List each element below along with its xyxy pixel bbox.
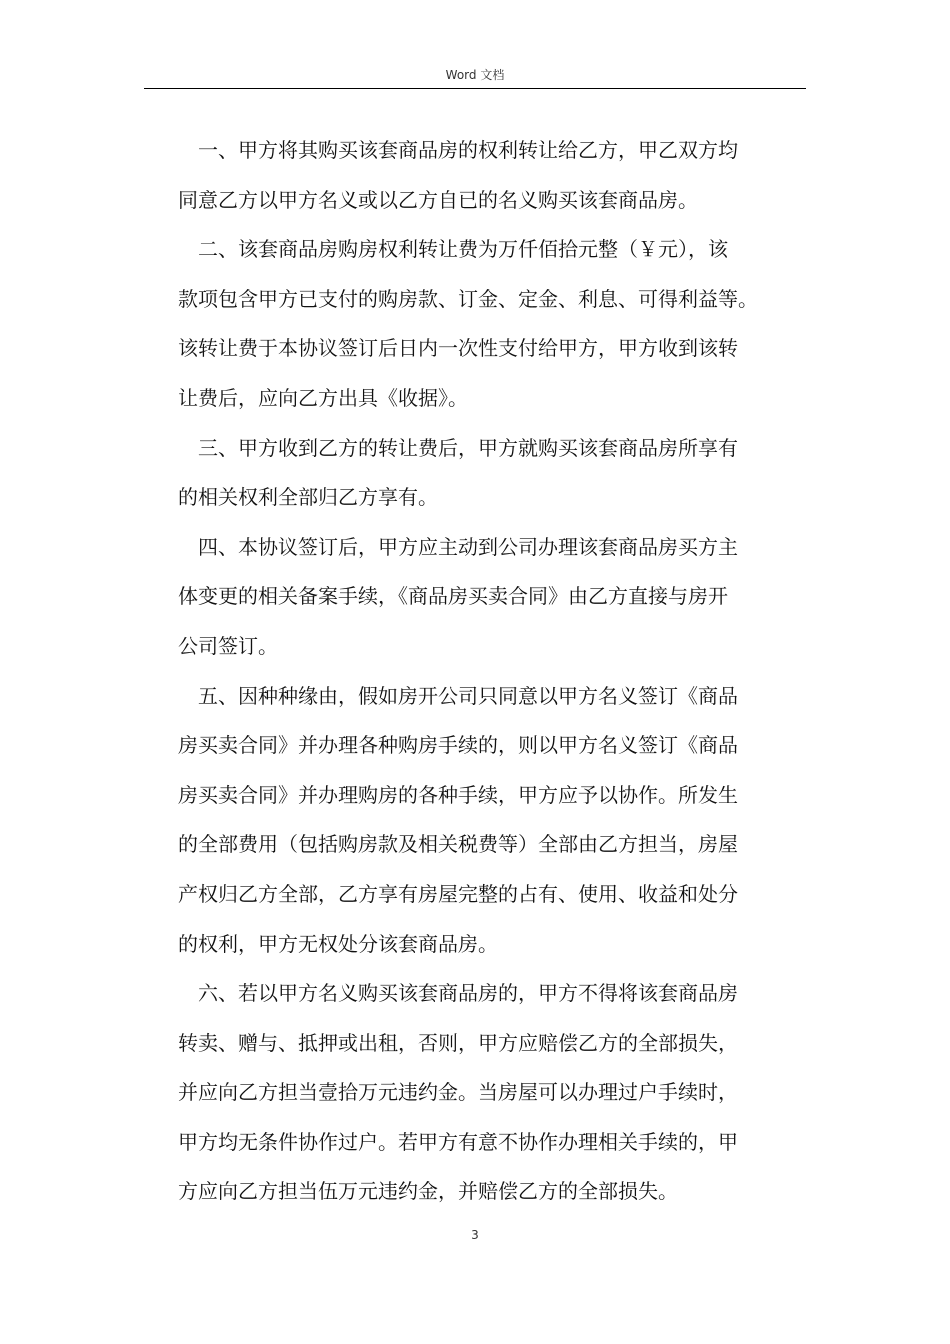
clause-4-line-3: 公司签订。 <box>178 633 278 658</box>
clause-5-line-5: 产权归乙方全部，乙方享有房屋完整的占有、使用、收益和处分 <box>178 881 738 906</box>
clause-1-line-2: 同意乙方以甲方名义或以乙方自已的名义购买该套商品房。 <box>178 187 698 212</box>
clause-5-line-6: 的权利，甲方无权处分该套商品房。 <box>178 931 498 956</box>
clause-2-line-2: 款项包含甲方已支付的购房款、订金、定金、利息、可得利益等。 <box>178 286 758 311</box>
clause-2-line-1: 二、该套商品房购房权利转让费为万仟佰拾元整（￥元），该 <box>198 237 728 262</box>
page-number: 3 <box>471 1228 479 1242</box>
document-body <box>178 126 818 1217</box>
clause-3-line-1: 三、甲方收到乙方的转让费后，甲方就购买该套商品房所享有 <box>198 435 738 460</box>
clause-5-line-3: 房买卖合同》并办理购房的各种手续，甲方应予以协作。所发生 <box>178 782 738 807</box>
clause-6-line-4: 甲方均无条件协作过户。若甲方有意不协作办理相关手续的，甲 <box>178 1129 738 1154</box>
clause-4-line-2: 体变更的相关备案手续，《商品房买卖合同》由乙方直接与房开 <box>178 584 728 609</box>
clause-6-line-1: 六、若以甲方名义购买该套商品房的，甲方不得将该套商品房 <box>198 981 738 1006</box>
clause-6-line-3: 并应向乙方担当壹拾万元违约金。当房屋可以办理过户手续时， <box>178 1080 738 1105</box>
page-header-title: Word 文档 <box>445 68 505 82</box>
clause-1-line-1: 一、甲方将其购买该套商品房的权利转让给乙方，甲乙双方均 <box>198 138 738 162</box>
clause-2-line-4: 让费后，应向乙方出具《收据》。 <box>178 385 468 410</box>
clause-5-line-2: 房买卖合同》并办理各种购房手续的，则以甲方名义签订《商品 <box>178 733 738 758</box>
clause-5-line-4: 的全部费用（包括购房款及相关税费等）全部由乙方担当，房屋 <box>178 832 738 857</box>
clause-6-line-2: 转卖、赠与、抵押或出租，否则，甲方应赔偿乙方的全部损失， <box>178 1030 738 1055</box>
clause-3-line-2: 的相关权利全部归乙方享有。 <box>178 485 438 510</box>
clause-6-line-5: 方应向乙方担当伍万元违约金，并赔偿乙方的全部损失。 <box>178 1179 678 1204</box>
clause-5-line-1: 五、因种种缘由，假如房开公司只同意以甲方名义签订《商品 <box>198 683 738 708</box>
clause-4-line-1: 四、本协议签订后，甲方应主动到公司办理该套商品房买方主 <box>198 534 738 559</box>
header-divider <box>144 88 806 89</box>
clause-2-line-3: 该转让费于本协议签订后日内一次性支付给甲方，甲方收到该转 <box>178 336 738 361</box>
